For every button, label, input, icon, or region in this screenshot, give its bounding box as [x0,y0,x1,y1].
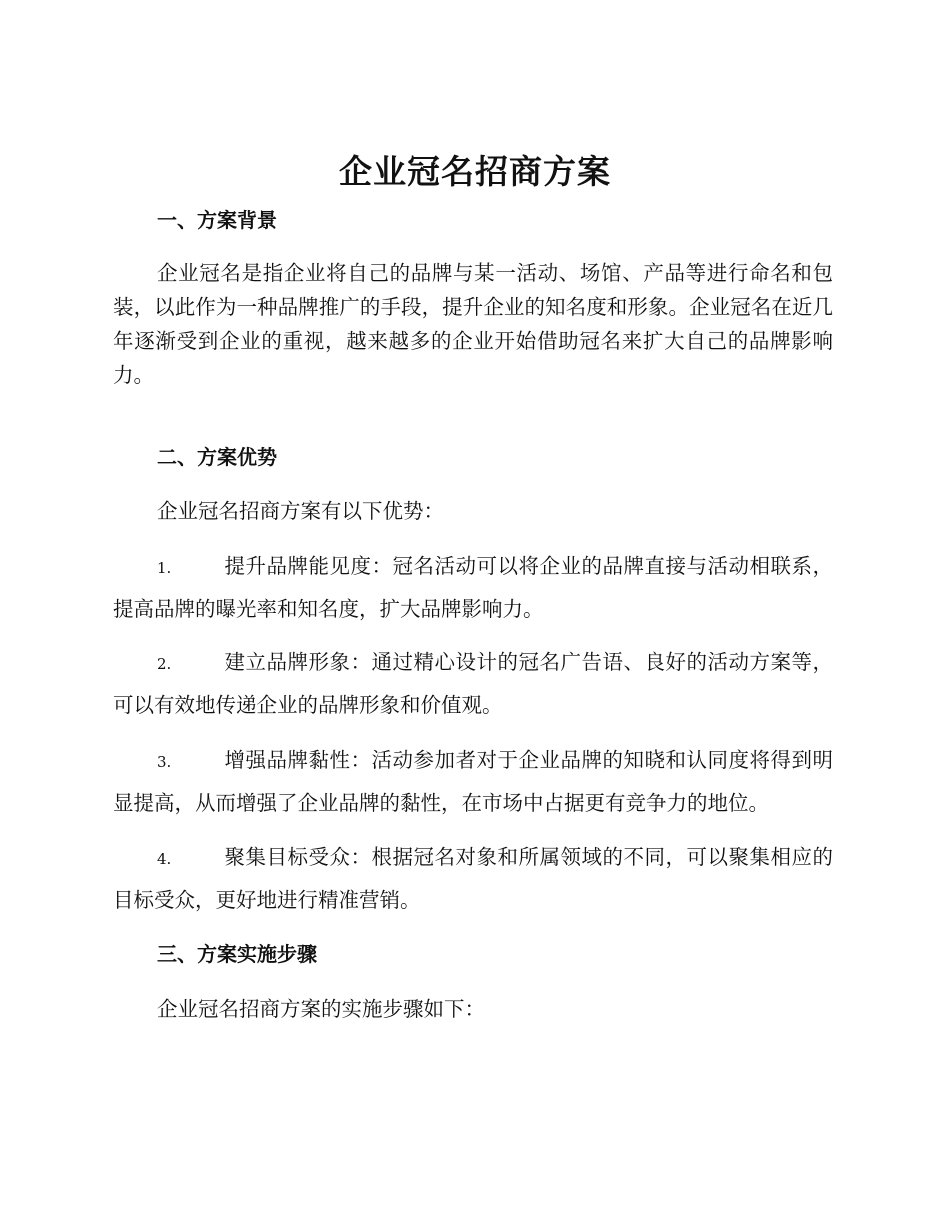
list-text: 建立品牌形象：通过精心设计的冠名广告语、良好的活动方案等，可以有效地传递企业的品牌形象和价值观。 [113,650,833,717]
list-number: 2. [157,655,172,673]
list-number: 1. [157,559,172,577]
list-number: 3. [157,753,172,771]
advantage-item-2 [113,642,833,726]
advantages-lead: 企业冠名招商方案有以下优势： [157,499,444,523]
list-text: 聚集目标受众：根据冠名对象和所属领域的不同，可以聚集相应的目标受众，更好地进行精准营销。 [113,845,833,912]
section-heading-implementation: 三、方案实施步骤 [157,942,317,966]
document-title: 企业冠名招商方案 [339,152,611,191]
advantage-item-3 [113,740,833,824]
implementation-lead: 企业冠名招商方案的实施步骤如下： [157,997,485,1021]
background-paragraph: 企业冠名是指企业将自己的品牌与某一活动、场馆、产品等进行命名和包装，以此作为一种品牌推广的手段，提升企业的知名度和形象。企业冠名在近几年逐渐受到企业的重视，越来越多的企业开始借助冠名来扩大自己的品牌影响力。 [113,261,833,387]
section-heading-background: 一、方案背景 [157,208,277,232]
advantage-item-4 [113,837,833,921]
list-text: 提升品牌能见度：冠名活动可以将企业的品牌直接与活动相联系，提高品牌的曝光率和知名度，扩大品牌影响力。 [113,554,833,621]
list-number: 4. [157,850,172,868]
section-heading-advantages: 二、方案优势 [157,445,277,469]
advantage-item-1 [113,546,833,630]
list-text: 增强品牌黏性：活动参加者对于企业品牌的知晓和认同度将得到明显提高，从而增强了企业品牌的黏性，在市场中占据更有竞争力的地位。 [113,748,833,815]
